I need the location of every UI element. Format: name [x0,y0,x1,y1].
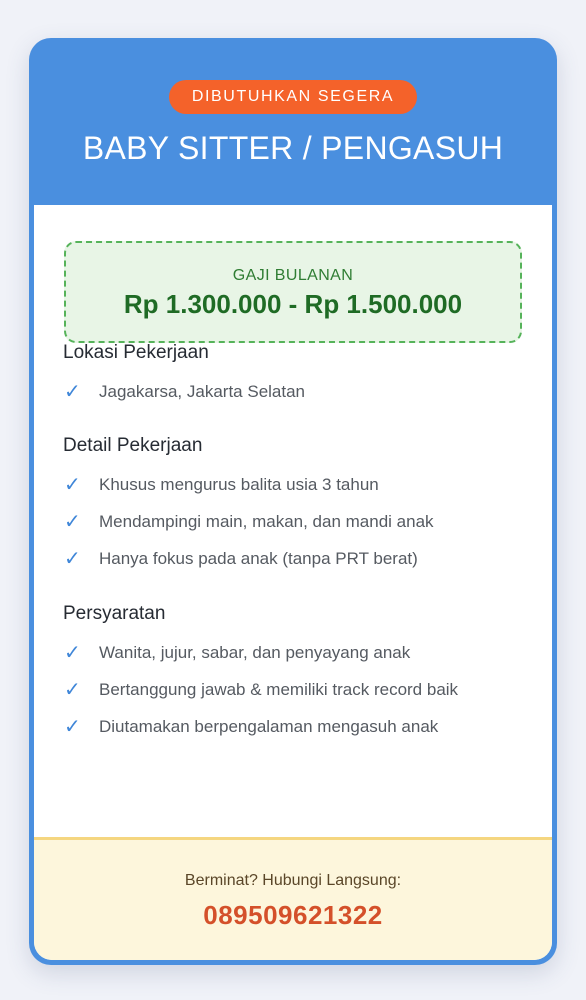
check-icon: ✓ [64,547,81,570]
contact-footer [34,837,552,960]
card-header [34,38,552,205]
list-item-text: Bertanggung jawab & memiliki track record baik [99,679,459,699]
urgent-badge: DIBUTUHKAN SEGERA [169,80,417,114]
list-item-text: Jagakarsa, Jakarta Selatan [99,381,306,401]
check-icon: ✓ [64,473,81,496]
list-item [63,540,533,577]
section-location [63,341,533,410]
list-item [63,373,533,410]
phone-number[interactable]: 089509621322 [203,900,383,930]
check-icon: ✓ [64,715,81,738]
list-item-text: Khusus mengurus balita usia 3 tahun [99,474,379,494]
list-item-text: Diutamakan berpengalaman mengasuh anak [99,716,439,736]
section-title: Persyaratan [63,603,166,624]
list-item-text: Wanita, jujur, sabar, dan penyayang anak [99,642,411,662]
card-body [34,205,552,960]
section-title: Detail Pekerjaan [63,435,203,456]
list-item-text: Mendampingi main, makan, dan mandi anak [99,511,434,531]
list-item-text: Hanya fokus pada anak (tanpa PRT berat) [99,548,418,568]
salary-label: GAJI BULANAN [232,267,354,284]
section-requirements [63,602,533,745]
check-icon: ✓ [64,678,81,701]
list-item [63,671,533,708]
section-job-details [63,434,533,577]
check-icon: ✓ [64,380,81,403]
check-icon: ✓ [64,641,81,664]
list-item [63,634,533,671]
check-icon: ✓ [64,510,81,533]
contact-label: Berminat? Hubungi Langsung: [184,872,402,889]
list-item [63,708,533,745]
job-card [29,38,557,965]
list-item [63,503,533,540]
job-title: BABY SITTER / PENGASUH [82,130,504,166]
salary-box [64,241,522,343]
list-item [63,466,533,503]
section-title: Lokasi Pekerjaan [63,342,209,363]
salary-value: Rp 1.300.000 - Rp 1.500.000 [123,289,463,319]
